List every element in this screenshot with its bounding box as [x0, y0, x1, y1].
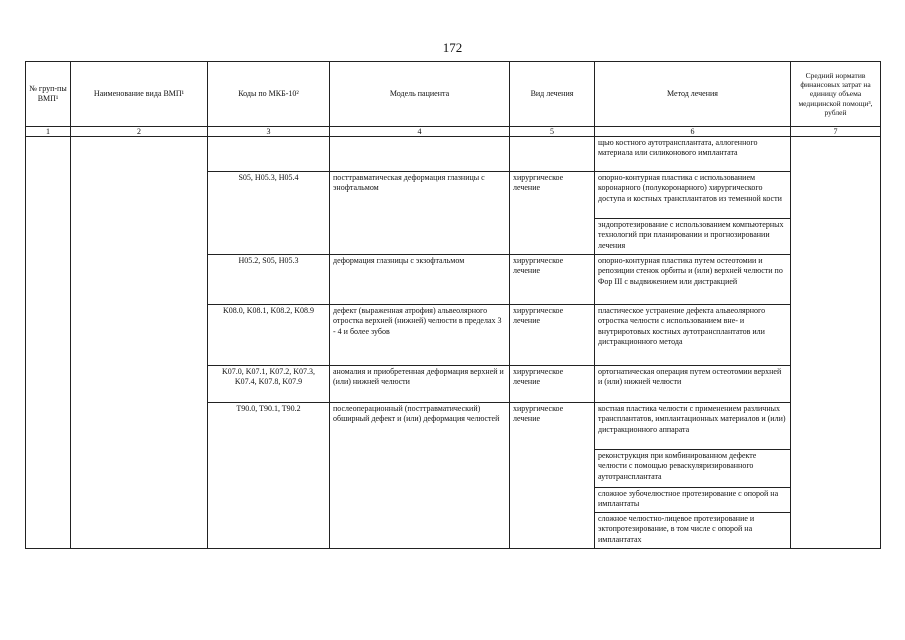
header-row: [26, 62, 881, 127]
header-vmp-name: Наименование вида ВМП¹: [71, 62, 208, 127]
column-number: 3: [208, 127, 330, 137]
table-row: [26, 137, 881, 172]
treatment-type-cell: хирургическое лечение: [510, 172, 595, 255]
treatment-method-cell: пластическое устранение дефекта альвеолярного отростка челюсти с использованием вне- и внутриротовых костных аутотрансплантатов или дистракционного метода: [595, 305, 791, 366]
header-patient-model: Модель пациента: [330, 62, 510, 127]
column-number: 1: [26, 127, 71, 137]
column-number: 7: [791, 127, 881, 137]
page-number: 172: [442, 40, 463, 55]
treatment-type-cell: хирургическое лечение: [510, 403, 595, 549]
patient-model-cell: послеоперационный (посттравматический) обширный дефект и (или) деформация челюстей: [330, 403, 510, 549]
header-treatment-type: Вид лечения: [510, 62, 595, 127]
icd-codes-cell: [208, 137, 330, 172]
treatment-method-cell: ортогнатическая операция путем остеотомии верхней и (или) нижней челюсти: [595, 366, 791, 403]
treatment-type-cell: хирургическое лечение: [510, 305, 595, 366]
group-number-cell: [26, 137, 71, 549]
column-number: 2: [71, 127, 208, 137]
column-number: 4: [330, 127, 510, 137]
treatment-method-cell: щью костного аутотрансплантата, аллогенного материала или силиконового имплантата: [595, 137, 791, 172]
column-number-row: [26, 127, 881, 137]
icd-codes-cell: H05.2, S05, H05.3: [208, 255, 330, 305]
patient-model-cell: дефект (выраженная атрофия) альвеолярного отростка верхней (нижней) челюсти в пределах 3 - 4 и более зубов: [330, 305, 510, 366]
patient-model-cell: посттравматическая деформация глазницы с энофтальмом: [330, 172, 510, 255]
treatment-type-cell: хирургическое лечение: [510, 255, 595, 305]
patient-model-cell: аномалия и приобретенная деформация верхней и (или) нижней челюсти: [330, 366, 510, 403]
header-cost-norm: Средний норматив финансовых затрат на единицу объема медицинской помощи³, рублей: [791, 62, 881, 127]
column-number: 5: [510, 127, 595, 137]
treatment-method-cell: реконструкция при комбинированном дефекте челюсти с помощью реваскуляризированного аутотрансплантата: [595, 450, 791, 488]
patient-model-cell: [330, 137, 510, 172]
treatment-method-cell: опорно-контурная пластика путем остеотомии и репозиции стенок орбиты и (или) верхней челюсти по Фор III с выдвижением или дистракцией: [595, 255, 791, 305]
vmp-table: [25, 61, 881, 549]
treatment-method-cell: опорно-контурная пластика с использованием коронарного (полукоронарного) хирургического доступа и костных трансплантатов из теменной кости: [595, 172, 791, 219]
icd-codes-cell: K08.0, K08.1, K08.2, K08.9: [208, 305, 330, 366]
treatment-method-cell: костная пластика челюсти с применением различных трансплантатов, имплантационных материалов и (или) дистракционного аппарата: [595, 403, 791, 450]
patient-model-cell: деформация глазницы с экзофтальмом: [330, 255, 510, 305]
treatment-method-cell: сложное зубочелюстное протезирование с опорой на имплантаты: [595, 488, 791, 513]
column-number: 6: [595, 127, 791, 137]
vmp-name-cell: [71, 137, 208, 549]
treatment-type-cell: хирургическое лечение: [510, 366, 595, 403]
treatment-method-cell: эндопротезирование с использованием компьютерных технологий при планировании и прогнозировании лечения: [595, 219, 791, 255]
treatment-type-cell: [510, 137, 595, 172]
icd-codes-cell: S05, H05.3, H05.4: [208, 172, 330, 255]
treatment-method-cell: сложное челюстно-лицевое протезирование и эктопротезирование, в том числе с опорой на имплантатах: [595, 513, 791, 549]
header-treatment-method: Метод лечения: [595, 62, 791, 127]
header-icd-codes: Коды по МКБ-10²: [208, 62, 330, 127]
cost-norm-cell: [791, 137, 881, 549]
icd-codes-cell: K07.0, K07.1, K07.2, K07.3, K07.4, K07.8, K07.9: [208, 366, 330, 403]
header-group-number: № груп-пы ВМП¹: [26, 62, 71, 127]
icd-codes-cell: T90.0, T90.1, T90.2: [208, 403, 330, 549]
